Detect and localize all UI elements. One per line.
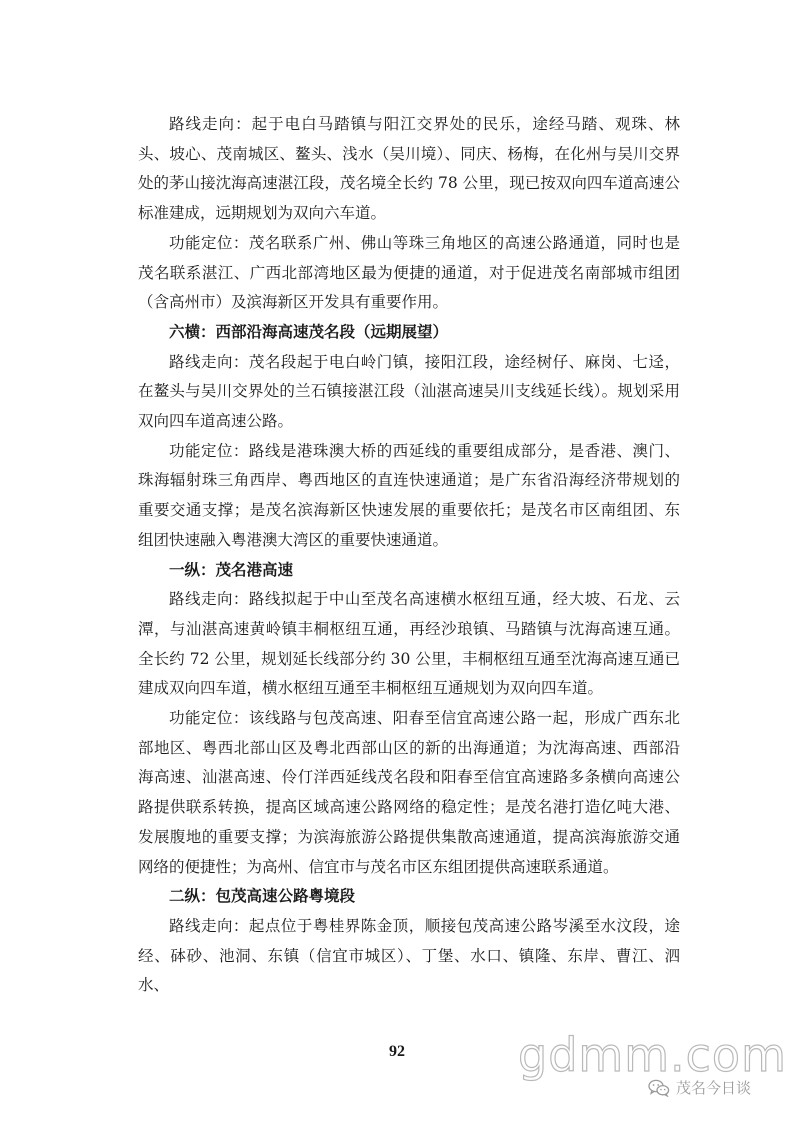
source-badge — [648, 1077, 751, 1098]
page-number: 92 — [389, 1043, 405, 1060]
paragraph: 功能定位：该线路与包茂高速、阳春至信宜高速公路一起，形成广西东北部地区、粤西北部山区及粤北西部山区的新的出海通道；为沈海高速、西部沿海高速、汕湛高速、伶仃洋西延线茂名段和阳春至信宜高速路多条横向高速公路提供联系转换，提高区域高速公路网络的稳定性；是茂名港打造亿吨大港、发展腹地的重要支撑；为滨海旅游公路提供集散高速通道，提高滨海旅游交通网络的便捷性；为高州、信宜市与茂名市区东组团提供高速联系通道。 — [138, 709, 680, 876]
source-name: 茂名今日谈 — [676, 1079, 752, 1097]
paragraph: 路线走向：起于电白马踏镇与阳江交界处的民乐，途经马踏、观珠、林头、坡心、茂南城区、鳌头、浅水（吴川境）、同庆、杨梅，在化州与吴川交界处的茅山接沈海高速湛江段，茂名境全长约 78 公里，现已按双向四车道高速公标准建成，远期规划为双向六车道。 — [138, 115, 680, 223]
section-heading: 一纵：茂名港高速 — [169, 560, 294, 579]
watermark: gdmm.com — [518, 1028, 787, 1082]
wechat-icon — [648, 1079, 670, 1097]
paragraph: 路线走向：起点位于粤桂界陈金顶，顺接包茂高速公路岑溪至水汶段，途经、砵砂、池洞、东镇（信宜市城区）、丁堡、水口、镇隆、东岸、曹江、泗水、 — [138, 916, 680, 995]
document-body — [138, 110, 680, 1001]
section-heading: 二纵：包茂高速公路粤境段 — [169, 887, 356, 906]
section-heading: 六横：西部沿海高速茂名段（远期展望） — [169, 322, 449, 341]
paragraph: 路线走向：路线拟起于中山至茂名高速横水枢纽互通，经大坡、石龙、云潭，与汕湛高速黄岭镇丰桐枢纽互通，再经沙琅镇、马踏镇与沈海高速互通。全长约 72 公里，规划延长线部分约 30 公里，丰桐枢纽互通至沈海高速互通已建成双向四车道，横水枢纽互通至丰桐枢纽互通规划为双向四车道。 — [138, 590, 680, 698]
paragraph: 功能定位：路线是港珠澳大桥的西延线的重要组成部分，是香港、澳门、珠海辐射珠三角西岸、粤西地区的直连快速通道；是广东省沿海经济带规划的重要交通支撑；是茂名滨海新区快速发展的重要依托；是茂名市区南组团、东组团快速融入粤港澳大湾区的重要快速通道。 — [138, 441, 680, 549]
paragraph: 功能定位：茂名联系广州、佛山等珠三角地区的高速公路通道，同时也是茂名联系湛江、广西北部湾地区最为便捷的通道，对于促进茂名南部城市组团（含高州市）及滨海新区开发具有重要作用。 — [138, 233, 680, 312]
paragraph: 路线走向：茂名段起于电白岭门镇，接阳江段，途经树仔、麻岗、七迳，在鳌头与吴川交界处的兰石镇接湛江段（汕湛高速吴川支线延长线）。规划采用双向四车道高速公路。 — [138, 352, 680, 431]
